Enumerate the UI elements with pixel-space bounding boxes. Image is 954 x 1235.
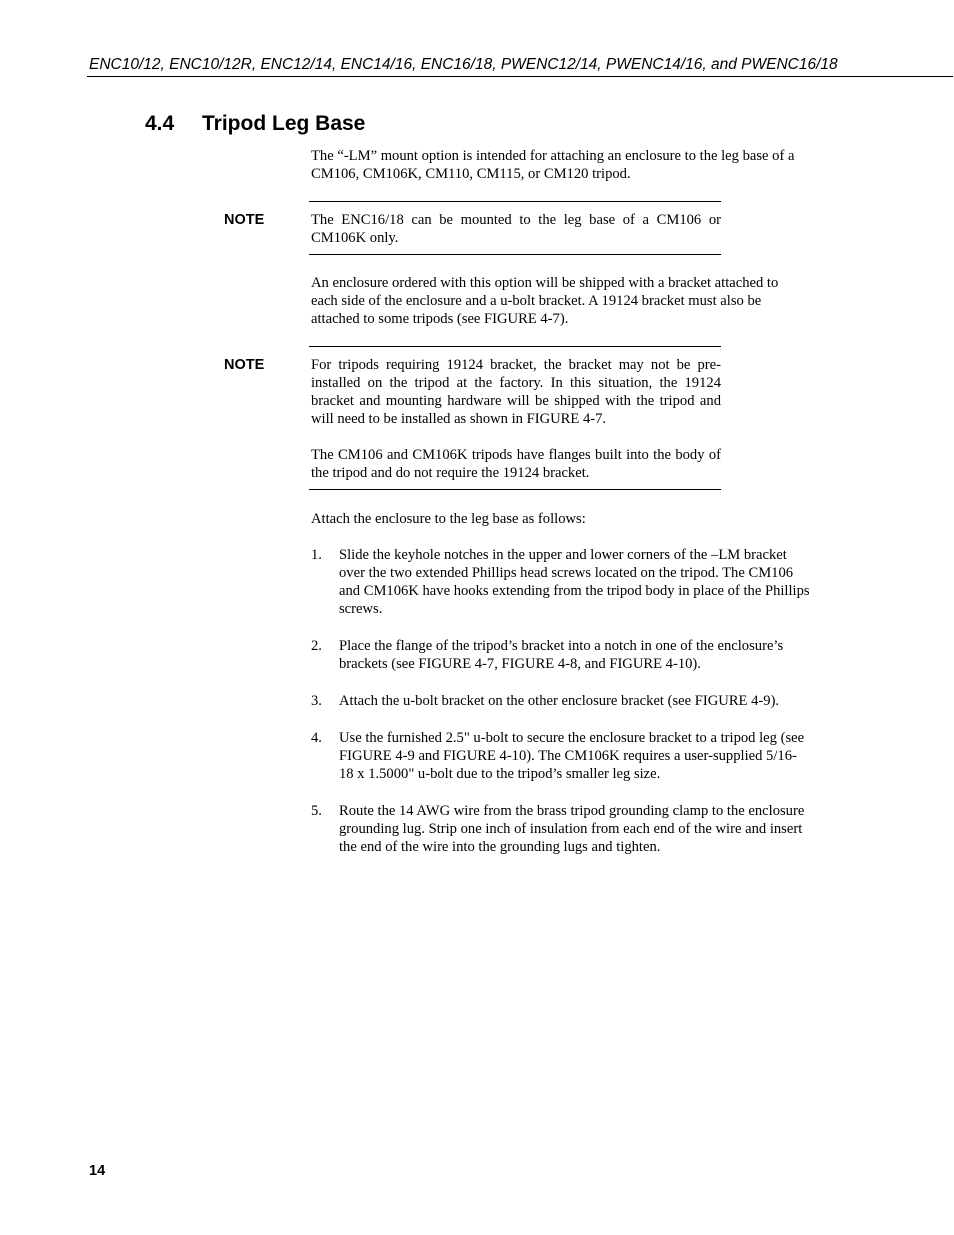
note-text-2b: The CM106 and CM106K tripods have flanges built into the body of the tripod and do not require the 19124 bracket. bbox=[311, 447, 721, 481]
step-text: Place the flange of the tripod’s bracket into a notch in one of the enclosure’s brackets (see FIGURE 4-7, FIGURE 4-8, and FIGURE 4-10). bbox=[339, 638, 784, 672]
step-number: 3. bbox=[311, 693, 322, 709]
running-header: ENC10/12, ENC10/12R, ENC12/14, ENC14/16, ENC16/18, PWENC12/14, PWENC14/16, and PWENC16/18 bbox=[89, 56, 838, 73]
note-box-1 bbox=[309, 201, 721, 255]
step-number: 5. bbox=[311, 803, 322, 819]
step-number: 4. bbox=[311, 730, 322, 746]
note-label-2: NOTE bbox=[224, 357, 265, 373]
section-heading bbox=[145, 111, 365, 137]
note-box-2 bbox=[309, 346, 721, 490]
list-item bbox=[311, 692, 811, 710]
section-number: 4.4 bbox=[145, 112, 175, 135]
note-text-1: The ENC16/18 can be mounted to the leg base of a CM106 or CM106K only. bbox=[311, 212, 721, 246]
step-text: Route the 14 AWG wire from the brass tripod grounding clamp to the enclosure grounding lug. Strip one inch of insulation from each end of the wire and insert the end of the wire into the grounding lugs and tighten. bbox=[339, 803, 805, 855]
note-label-1: NOTE bbox=[224, 212, 265, 228]
step-number: 2. bbox=[311, 638, 322, 654]
intro-paragraph bbox=[311, 147, 806, 183]
list-item bbox=[311, 546, 811, 618]
note-text-2a: For tripods requiring 19124 bracket, the bracket may not be pre-installed on the tripod at the factory. In this situation, the 19124 bracket and mounting hardware will be shipped with the tripod and will need to be installed as shown in FIGURE 4-7. bbox=[311, 357, 721, 427]
section-title: Tripod Leg Base bbox=[202, 112, 366, 135]
intro-text: The “-LM” mount option is intended for attaching an enclosure to the leg base of a CM106, CM106K, CM110, CM115, or CM120 tripod. bbox=[311, 148, 795, 182]
step-text: Slide the keyhole notches in the upper and lower corners of the –LM bracket over the two extended Phillips head screws located on the tripod. The CM106 and CM106K have hooks extending from the tripod body in place of the Phillips screws. bbox=[339, 547, 810, 617]
step-number: 1. bbox=[311, 547, 322, 563]
header-rule bbox=[87, 76, 953, 77]
paragraph-2 bbox=[311, 274, 806, 328]
paragraph-2-text: An enclosure ordered with this option will be shipped with a bracket attached to each side of the enclosure and a u-bolt bracket. A 19124 bracket must also be attached to some tripods (see FIGURE 4-7). bbox=[311, 275, 779, 327]
attach-intro-text: Attach the enclosure to the leg base as follows: bbox=[311, 511, 586, 527]
attach-intro bbox=[311, 510, 811, 528]
page-number: 14 bbox=[89, 1163, 106, 1179]
list-item bbox=[311, 729, 811, 783]
step-text: Use the furnished 2.5" u-bolt to secure the enclosure bracket to a tripod leg (see FIGURE 4-9 and FIGURE 4-10). The CM106K requires a user-supplied 5/16-18 x 1.5000" u-bolt due to the tripod’s smaller leg size. bbox=[339, 730, 805, 782]
steps-list bbox=[311, 546, 811, 875]
list-item bbox=[311, 637, 811, 673]
list-item bbox=[311, 802, 811, 856]
step-text: Attach the u-bolt bracket on the other enclosure bracket (see FIGURE 4-9). bbox=[339, 693, 780, 709]
